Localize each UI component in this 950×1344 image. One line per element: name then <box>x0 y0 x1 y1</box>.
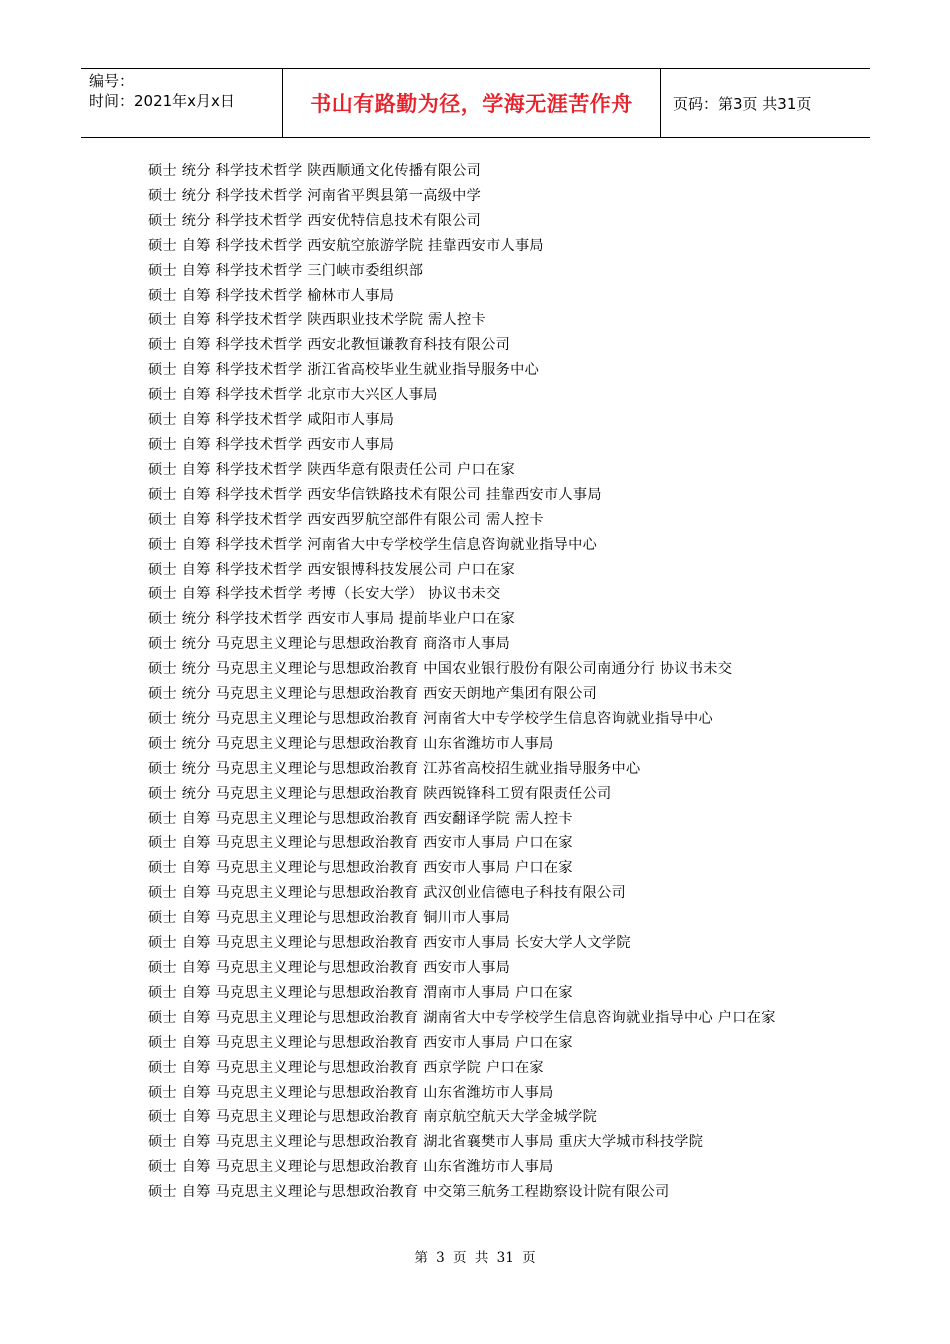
list-item: 硕士 统分 马克思主义理论与思想政治教育 西安天朗地产集团有限公司 <box>148 686 598 703</box>
list-item: 硕士 统分 马克思主义理论与思想政治教育 江苏省高校招生就业指导服务中心 <box>148 760 641 777</box>
document-body <box>148 159 808 1205</box>
list-item: 硕士 自筹 科学技术哲学 河南省大中专学校学生信息咨询就业指导中心 <box>148 536 598 553</box>
list-item: 硕士 自筹 科学技术哲学 陕西华意有限责任公司 户口在家 <box>148 461 515 478</box>
page-header <box>81 68 870 138</box>
list-item: 硕士 自筹 科学技术哲学 西安北教恒谦教育科技有限公司 <box>148 337 511 354</box>
header-meta <box>81 69 283 137</box>
list-item: 硕士 自筹 马克思主义理论与思想政治教育 中交第三航务工程勘察设计院有限公司 <box>148 1184 670 1201</box>
list-item: 硕士 自筹 科学技术哲学 三门峡市委组织部 <box>148 262 424 279</box>
list-item: 硕士 自筹 科学技术哲学 榆林市人事局 <box>148 287 395 304</box>
list-item: 硕士 自筹 马克思主义理论与思想政治教育 西安翻译学院 需人控卡 <box>148 810 573 827</box>
list-item: 硕士 自筹 科学技术哲学 浙江省高校毕业生就业指导服务中心 <box>148 362 540 379</box>
list-item: 硕士 自筹 科学技术哲学 北京市大兴区人事局 <box>148 387 438 404</box>
list-item: 硕士 自筹 马克思主义理论与思想政治教育 西安市人事局 长安大学人文学院 <box>148 935 631 952</box>
list-item: 硕士 自筹 马克思主义理论与思想政治教育 山东省潍坊市人事局 <box>148 1084 554 1101</box>
list-item: 硕士 自筹 科学技术哲学 考博（长安大学） 协议书未交 <box>148 586 501 603</box>
list-item: 硕士 统分 科学技术哲学 西安市人事局 提前毕业户口在家 <box>148 611 515 628</box>
list-item: 硕士 自筹 科学技术哲学 咸阳市人事局 <box>148 412 395 429</box>
list-item: 硕士 自筹 马克思主义理论与思想政治教育 湖北省襄樊市人事局 重庆大学城市科技学院 <box>148 1134 704 1151</box>
number-label: 编号： <box>89 72 135 90</box>
list-item: 硕士 自筹 马克思主义理论与思想政治教育 西安市人事局 户口在家 <box>148 835 573 852</box>
list-item: 硕士 统分 科学技术哲学 陕西顺通文化传播有限公司 <box>148 163 482 179</box>
list-item: 硕士 统分 马克思主义理论与思想政治教育 中国农业银行股份有限公司南通分行 协议书未交 <box>148 661 733 678</box>
list-item: 硕士 自筹 科学技术哲学 西安航空旅游学院 挂靠西安市人事局 <box>148 237 544 254</box>
list-item: 硕士 自筹 马克思主义理论与思想政治教育 西京学院 户口在家 <box>148 1059 544 1076</box>
list-item: 硕士 统分 马克思主义理论与思想政治教育 陕西锐锋科工贸有限责任公司 <box>148 785 612 802</box>
list-item: 硕士 自筹 科学技术哲学 西安市人事局 <box>148 436 395 453</box>
list-item: 硕士 统分 科学技术哲学 西安优特信息技术有限公司 <box>148 212 482 229</box>
page-footer: 第 3 页 共 31 页 <box>414 1250 536 1266</box>
list-item: 硕士 自筹 马克思主义理论与思想政治教育 西安市人事局 户口在家 <box>148 1034 573 1051</box>
list-item: 硕士 自筹 马克思主义理论与思想政治教育 湖南省大中专学校学生信息咨询就业指导中心 户口在家 <box>148 1009 776 1026</box>
list-item: 硕士 自筹 马克思主义理论与思想政治教育 山东省潍坊市人事局 <box>148 1159 554 1176</box>
list-item: 硕士 自筹 马克思主义理论与思想政治教育 南京航空航天大学金城学院 <box>148 1109 598 1126</box>
list-item: 硕士 统分 马克思主义理论与思想政治教育 山东省潍坊市人事局 <box>148 735 554 752</box>
list-item: 硕士 统分 马克思主义理论与思想政治教育 河南省大中专学校学生信息咨询就业指导中心 <box>148 710 713 727</box>
list-item: 硕士 自筹 马克思主义理论与思想政治教育 西安市人事局 户口在家 <box>148 860 573 877</box>
list-item: 硕士 自筹 马克思主义理论与思想政治教育 渭南市人事局 户口在家 <box>148 984 573 1001</box>
list-item: 硕士 自筹 科学技术哲学 西安西罗航空部件有限公司 需人控卡 <box>148 511 544 528</box>
header-motto: 书山有路勤为径，学海无涯苦作舟 <box>283 69 661 137</box>
list-item: 硕士 自筹 科学技术哲学 陕西职业技术学院 需人控卡 <box>148 312 486 329</box>
time-label: 时间：2021年x月x日 <box>89 92 235 110</box>
list-item: 硕士 自筹 科学技术哲学 西安银博科技发展公司 户口在家 <box>148 561 515 578</box>
list-item: 硕士 自筹 科学技术哲学 西安华信铁路技术有限公司 挂靠西安市人事局 <box>148 486 602 503</box>
list-item: 硕士 自筹 马克思主义理论与思想政治教育 铜川市人事局 <box>148 910 511 927</box>
list-item: 硕士 统分 马克思主义理论与思想政治教育 商洛市人事局 <box>148 636 511 653</box>
list-item: 硕士 自筹 马克思主义理论与思想政治教育 武汉创业信德电子科技有限公司 <box>148 885 627 902</box>
list-item: 硕士 统分 科学技术哲学 河南省平舆县第一高级中学 <box>148 187 482 204</box>
header-page-info: 页码：第3页 共31页 <box>673 94 812 113</box>
list-item: 硕士 自筹 马克思主义理论与思想政治教育 西安市人事局 <box>148 960 511 976</box>
